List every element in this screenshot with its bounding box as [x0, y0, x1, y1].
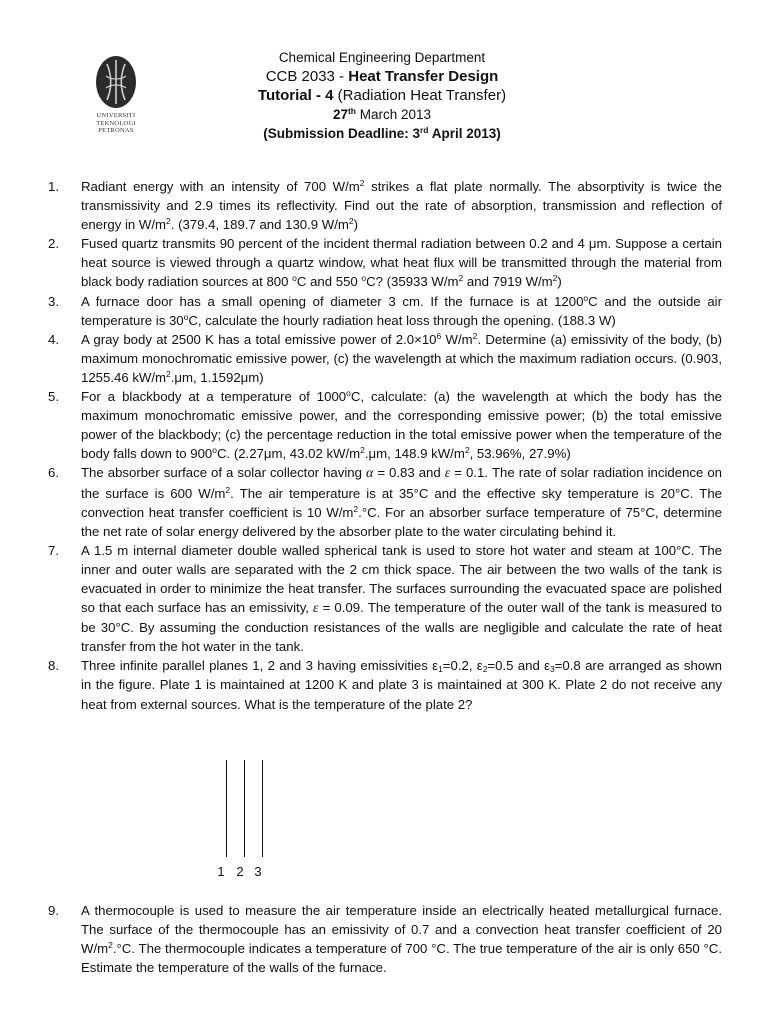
- question-text: A gray body at 2500 K has a total emissive power of $2.0\times 10^6$ $W/m^2$. Determine (a) emissivity of the body, (b) maximum monochromatic emissive power, (c) the wavelength at which the maximum radiation occurs. (0.903, 1255.46 $kW/m^2.\mu m$, 1.1592μm): [81, 330, 722, 385]
- question-6: [48, 463, 722, 540]
- question-text: Three infinite parallel planes 1, 2 and 3 having emissivities $\varepsilon_1=0.2$, $\varepsilon_2=0.5$ and $\varepsilon_3=0.8$ are arranged as shown in the figure. Plate 1 is maintained at 1200 K and plate 3 is maintained at 300 K. Plate 2 do not receive any heat from external sources. What is the temperature of the plate 2?: [81, 658, 722, 712]
- question-7: [48, 541, 722, 657]
- plate-1-line: [226, 760, 227, 857]
- question-number: 5.: [48, 389, 59, 405]
- plate-3-label: 3: [254, 864, 262, 879]
- plate-2-label: 2: [236, 864, 244, 879]
- question-4: [48, 330, 722, 387]
- question-9: [48, 901, 722, 977]
- epsilon-symbol: ε: [444, 466, 451, 482]
- question-text: A furnace door has a small opening of diameter 3 cm. If the furnace is at 1200$^o$C and the outside air temperature is 30$^o$C, calculate the hourly radiation heat loss through the opening. (188.3 W): [81, 292, 722, 328]
- document-header: [200, 48, 564, 143]
- logo-line: PETRONAS: [98, 127, 134, 135]
- university-logo: [86, 54, 146, 135]
- question-number: 9.: [48, 903, 59, 918]
- plate-1-label: 1: [217, 864, 225, 879]
- question-8: [48, 656, 722, 713]
- logo-line: UNIVERSITI: [96, 112, 136, 119]
- question-1: [48, 177, 722, 234]
- question-5: [48, 387, 722, 463]
- question-2: [48, 234, 722, 291]
- question-text: A 1.5 m internal diameter double walled spherical tank is used to store hot water and steam at 100°C. The inner and outer walls are separated with the 2 cm thick space. The air between the two walls of the tank is evacuated in order to minimize the heat transfer. The surfaces surrounding the evacuated space are polished so that each surface has an emissivity, ε = 0.09. The temperature of the outer wall of the tank is measured to be 30°C. By assuming the conduction resistances of the walls are negligible and calculate the rate of heat transfer from the hot water in the tank.: [81, 542, 722, 655]
- question-text: The absorber surface of a solar collector having α = 0.83 and ε = 0.1. The rate of solar radiation incidence on the surface is 600 $W/m^2$. The air temperature is at 35°C and the effective sky temperature is 20°C. The convection heat transfer coefficient is 10 $W/m^2.^\circ C$. For an absorber surface temperature of 75°C, determine the net rate of solar energy delivered by the absorber plate to the water circulating behind it.: [81, 465, 723, 539]
- tutorial-title: Tutorial - 4 (Radiation Heat Transfer): [257, 87, 507, 104]
- alpha-symbol: α: [365, 466, 374, 482]
- department-title: Chemical Engineering Department: [278, 50, 486, 65]
- question-text: For a blackbody at a temperature of 1000$^o$C, calculate: (a) the wavelength at which the body has the maximum monochromatic emissive power, and the corresponding emissive power; (b) the total emissive power of the blackbody; (c) the percentage reduction in the total emissive power when the temperature of the body falls down to 900$^o$C. (2.27μm, 43.02 $kW/m^2.\mu m$, 148.9 $kW/m^2$, 53.96%, 27.9%): [81, 388, 722, 462]
- plate-3-line: [262, 760, 263, 857]
- course-title: CCB 2033 - Heat Transfer Design: [265, 68, 499, 85]
- question-text: Radiant energy with an intensity of 700 $W/m^2$ strikes a flat plate normally. The absorptivity is twice the transmissivity and 2.9 times its reflectivity. Find out the rate of absorption, transmission and reflection of energy in $W/m^2$. (379.4, 189.7 and 130.9 $W/m^2$): [81, 178, 722, 233]
- epsilon-symbol: ε: [313, 601, 319, 617]
- question-list: [48, 177, 722, 714]
- question-number: 3.: [48, 293, 59, 309]
- question-number: 4.: [48, 331, 59, 347]
- question-number: 6.: [48, 465, 59, 481]
- question-number: 7.: [48, 542, 59, 558]
- tutorial-date: 27th March 2013: [332, 106, 432, 122]
- question-text: A thermocouple is used to measure the air temperature inside an electrically heated metallurgical furnace. The surface of the thermocouple has an emissivity of 0.7 and a convection heat transfer coefficient of 20 $W/m^2.^\circ C$. The thermocouple indicates a temperature of 700 °C. The true temperature of the air is only 650 °C. Estimate the temperature of the walls of the furnace.: [81, 903, 722, 976]
- logo-line: TEKNOLOGI: [96, 119, 136, 127]
- plate-2-line: [244, 760, 245, 857]
- parallel-planes-figure: [212, 760, 272, 880]
- question-3: [48, 292, 722, 330]
- submission-deadline: (Submission Deadline: 3rd April 2013): [263, 125, 501, 141]
- question-text: Fused quartz transmits 90 percent of the incident thermal radiation between 0.2 and 4 μm. Suppose a certain heat source is viewed through a quartz window, what heat flux will be transmitted through the material from black body radiation sources at 800 $^o$C and 550 $^o$C? (35933 $W/m^2$ and 7919 $W/m^2$): [81, 236, 722, 290]
- question-number: 1.: [48, 179, 59, 194]
- question-9-block: [48, 901, 722, 977]
- question-number: 8.: [48, 658, 59, 674]
- university-seal-icon: [94, 54, 138, 110]
- question-number: 2.: [48, 236, 59, 252]
